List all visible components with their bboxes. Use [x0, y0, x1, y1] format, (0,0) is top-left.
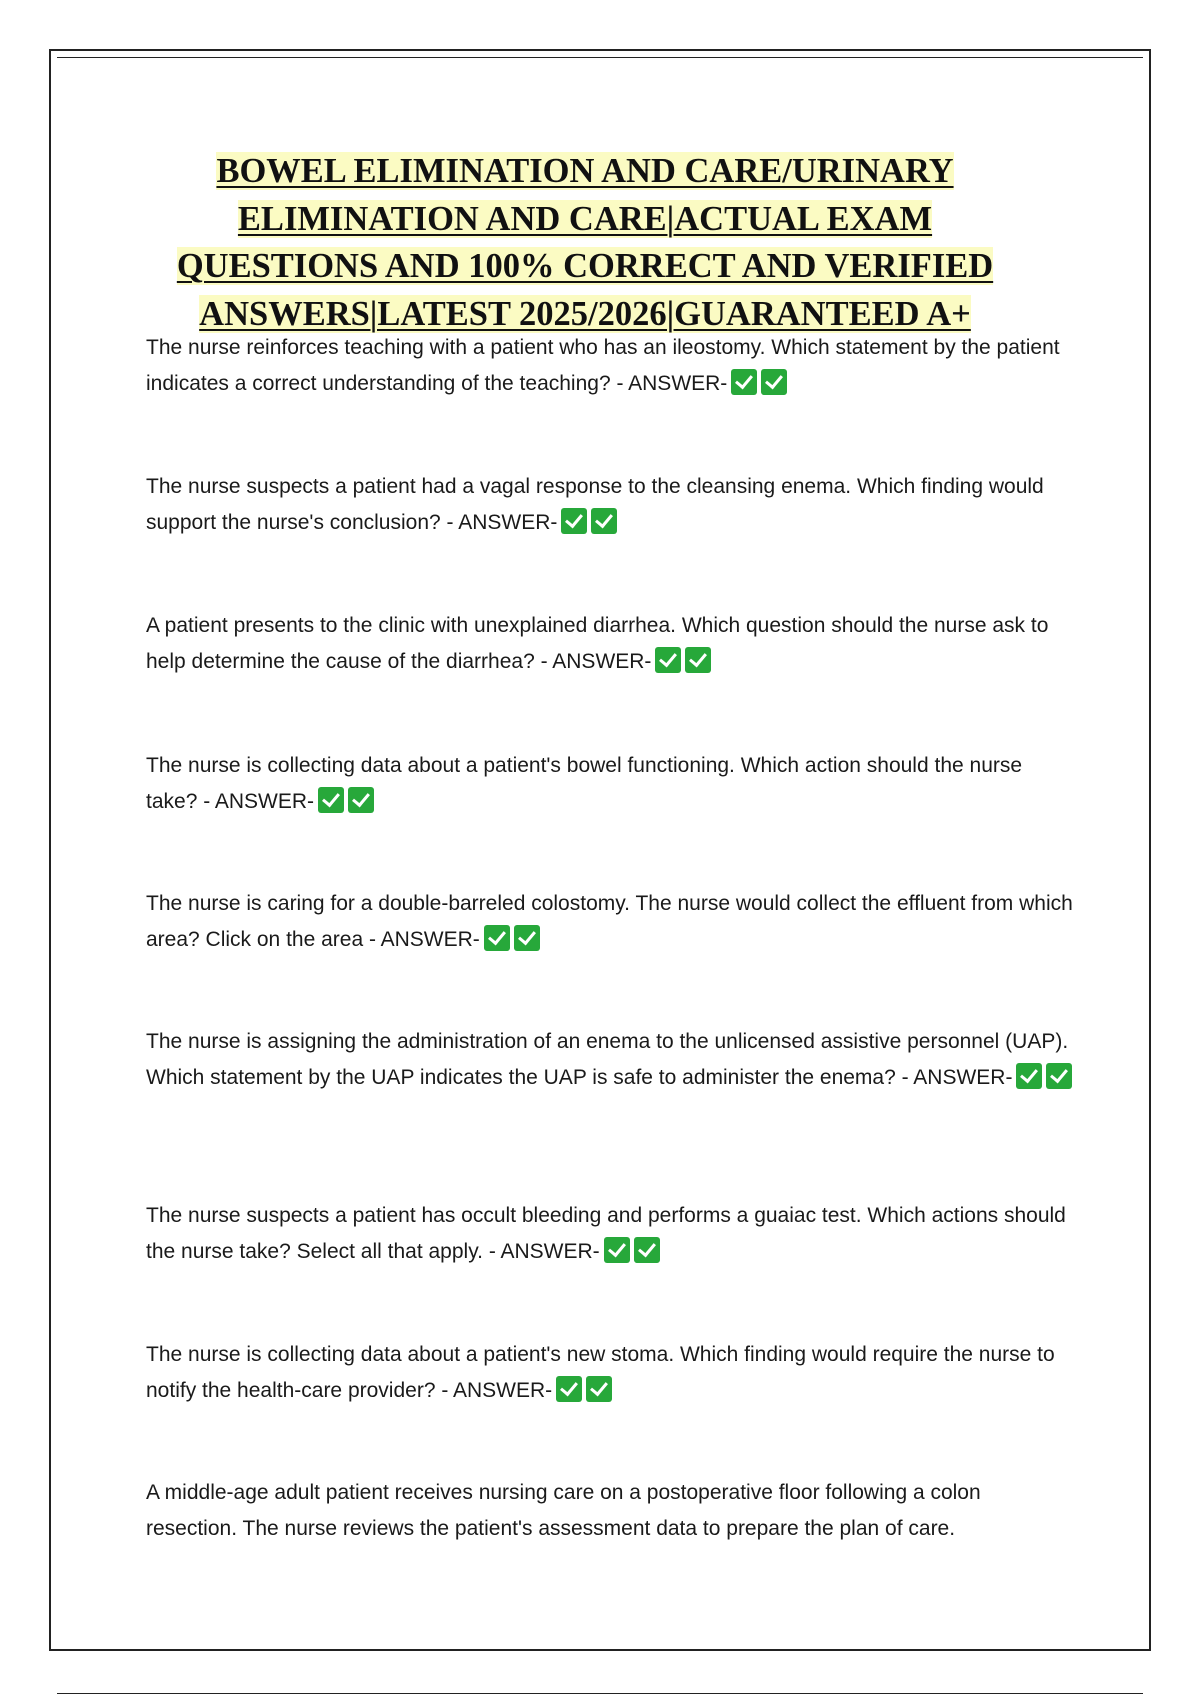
- green-checkmark-icon: [561, 508, 587, 534]
- green-checkmark-icon: [685, 647, 711, 673]
- green-checkmark-icon: [761, 369, 787, 395]
- green-checkmark-icon: [655, 647, 681, 673]
- question-text: The nurse is collecting data about a patient's bowel functioning. Which action should the nurse take? - ANSWER-: [146, 754, 1023, 813]
- question-text: The nurse reinforces teaching with a patient who has an ileostomy. Which statement by the patient indicates a correct understanding of the teaching? - ANSWER-: [146, 336, 1060, 395]
- green-checkmark-icon: [1016, 1063, 1042, 1089]
- question-text: The nurse is assigning the administration of an enema to the unlicensed assistive personnel (UAP). Which statement by the UAP indicates the UAP is safe to administer the enema? - ANSWER-: [146, 1030, 1069, 1089]
- green-checkmark-icon: [484, 925, 510, 951]
- green-checkmark-icon: [731, 369, 757, 395]
- question-text: The nurse suspects a patient has occult bleeding and performs a guaiac test. Which actions should the nurse take? Select all that apply. - ANSWER-: [146, 1204, 1066, 1263]
- question-text: The nurse is collecting data about a patient's new stoma. Which finding would require the nurse to notify the health-care provider? - ANSWER-: [146, 1343, 1055, 1402]
- question-item: [146, 748, 1076, 820]
- green-checkmark-icon: [634, 1237, 660, 1263]
- question-text: The nurse suspects a patient had a vagal response to the cleansing enema. Which finding would support the nurse's conclusion? - ANSWER-: [146, 475, 1044, 534]
- question-item: [146, 330, 1076, 402]
- green-checkmark-icon: [348, 787, 374, 813]
- question-item: [146, 1024, 1076, 1096]
- green-checkmark-icon: [604, 1237, 630, 1263]
- green-checkmark-icon: [556, 1376, 582, 1402]
- title-line: BOWEL ELIMINATION AND CARE/URINARY: [216, 152, 954, 190]
- title-line: ANSWERS|LATEST 2025/2026|GUARANTEED A+: [199, 294, 971, 333]
- question-text: A patient presents to the clinic with unexplained diarrhea. Which question should the nurse ask to help determine the cause of the diarrhea? - ANSWER-: [146, 614, 1049, 673]
- bottom-page-rule: [57, 1693, 1143, 1694]
- question-item: [146, 1198, 1076, 1270]
- question-item: [146, 608, 1076, 680]
- question-text: The nurse is caring for a double-barreled colostomy. The nurse would collect the effluent from which area? Click on the area - ANSWER-: [146, 892, 1073, 951]
- question-item: [146, 886, 1076, 958]
- question-text: A middle-age adult patient receives nursing care on a postoperative floor following a colon resection. The nurse reviews the patient's assessment data to prepare the plan of care.: [146, 1481, 981, 1540]
- question-item: [146, 1475, 1076, 1547]
- green-checkmark-icon: [586, 1376, 612, 1402]
- green-checkmark-icon: [514, 925, 540, 951]
- title-line: ELIMINATION AND CARE|ACTUAL EXAM: [237, 199, 933, 238]
- green-checkmark-icon: [591, 508, 617, 534]
- title-line: QUESTIONS AND 100% CORRECT AND VERIFIED: [176, 247, 994, 285]
- green-checkmark-icon: [1046, 1063, 1072, 1089]
- question-item: [146, 469, 1076, 541]
- green-checkmark-icon: [318, 787, 344, 813]
- question-item: [146, 1337, 1076, 1409]
- document-title: [130, 148, 1040, 338]
- top-inner-rule: [57, 57, 1143, 58]
